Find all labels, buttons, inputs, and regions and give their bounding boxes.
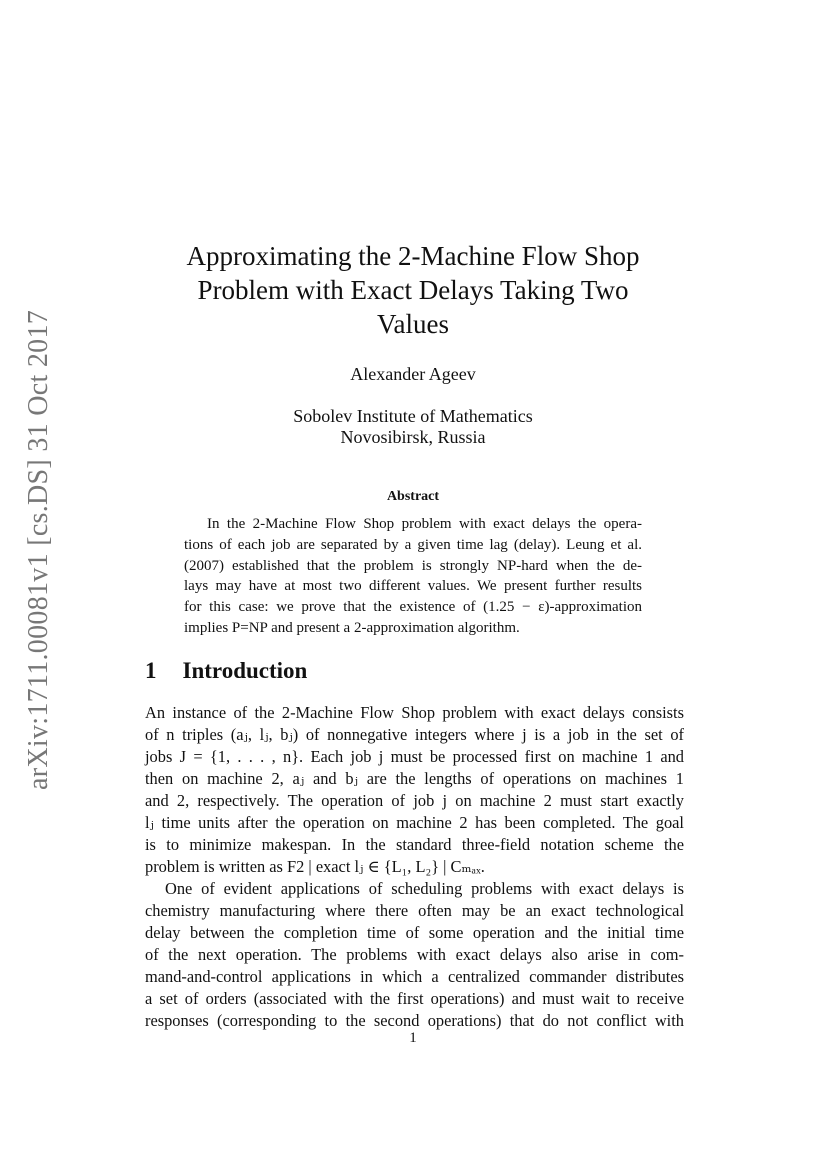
body-line: One of evident applications of scheduling problems with exact delays is (165, 879, 684, 898)
body-line: An instance of the 2-Machine Flow Shop problem with exact delays consists (145, 703, 684, 722)
body-line: is to minimize makespan. In the standard three-field notation scheme the (145, 835, 684, 854)
page-number: 1 (409, 1030, 417, 1046)
body-line: lⱼ time units after the operation on machine 2 has been completed. The goal (145, 813, 684, 832)
abstract-line: for this case: we prove that the existence of (1.25 − ε)-approximation (184, 599, 642, 615)
abstract-line: In the 2-Machine Flow Shop problem with exact delays the opera- (207, 516, 642, 532)
abstract-line: (2007) established that the problem is strongly NP-hard when the de- (184, 558, 642, 574)
title-line: Approximating the 2-Machine Flow Shop (186, 241, 640, 271)
section-title: Introduction (182, 658, 308, 683)
body-line: of the next operation. The problems with exact delays also arise in com- (145, 945, 684, 964)
abstract-line: lays may have at most two different values. We present further results (184, 578, 642, 594)
section-number: 1 (145, 658, 157, 683)
body-line: jobs J = {1, . . . , n}. Each job j must be processed first on machine 1 and (145, 747, 684, 766)
body-line: chemistry manufacturing where there often may be an exact technological (145, 901, 684, 920)
body-line: mand-and-control applications in which a centralized commander distributes (145, 967, 684, 986)
abstract-line: implies P=NP and present a 2-approximation algorithm. (184, 620, 520, 636)
title-line: Values (377, 309, 449, 339)
affiliation-line: Sobolev Institute of Mathematics (293, 406, 533, 426)
body-line: problem is written as F2 | exact lⱼ ∈ {L₁, L₂} | Cₘₐₓ. (145, 857, 485, 876)
section-heading (145, 658, 333, 684)
abstract-line: tions of each job are separated by a given time lag (delay). Leung et al. (184, 537, 642, 553)
affiliation-line: Novosibirsk, Russia (340, 427, 486, 447)
author-name: Alexander Ageev (350, 364, 476, 384)
body-line: and 2, respectively. The operation of job j on machine 2 must start exactly (145, 791, 684, 810)
paper-title (0, 239, 826, 341)
body-line: delay between the completion time of some operation and the initial time (145, 923, 684, 942)
arxiv-stamp: arXiv:1711.00081v1 [cs.DS] 31 Oct 2017 (23, 309, 54, 790)
affiliation (0, 406, 826, 448)
body-line: then on machine 2, aⱼ and bⱼ are the lengths of operations on machines 1 (145, 769, 684, 788)
body-line: a set of orders (associated with the first operations) and must wait to receive (145, 989, 684, 1008)
abstract-heading: Abstract (386, 489, 440, 504)
body-line: of n triples (aⱼ, lⱼ, bⱼ) of nonnegative integers where j is a job in the set of (145, 725, 684, 744)
body-line: responses (corresponding to the second operations) that do not conflict with (145, 1011, 684, 1030)
title-line: Problem with Exact Delays Taking Two (197, 275, 629, 305)
